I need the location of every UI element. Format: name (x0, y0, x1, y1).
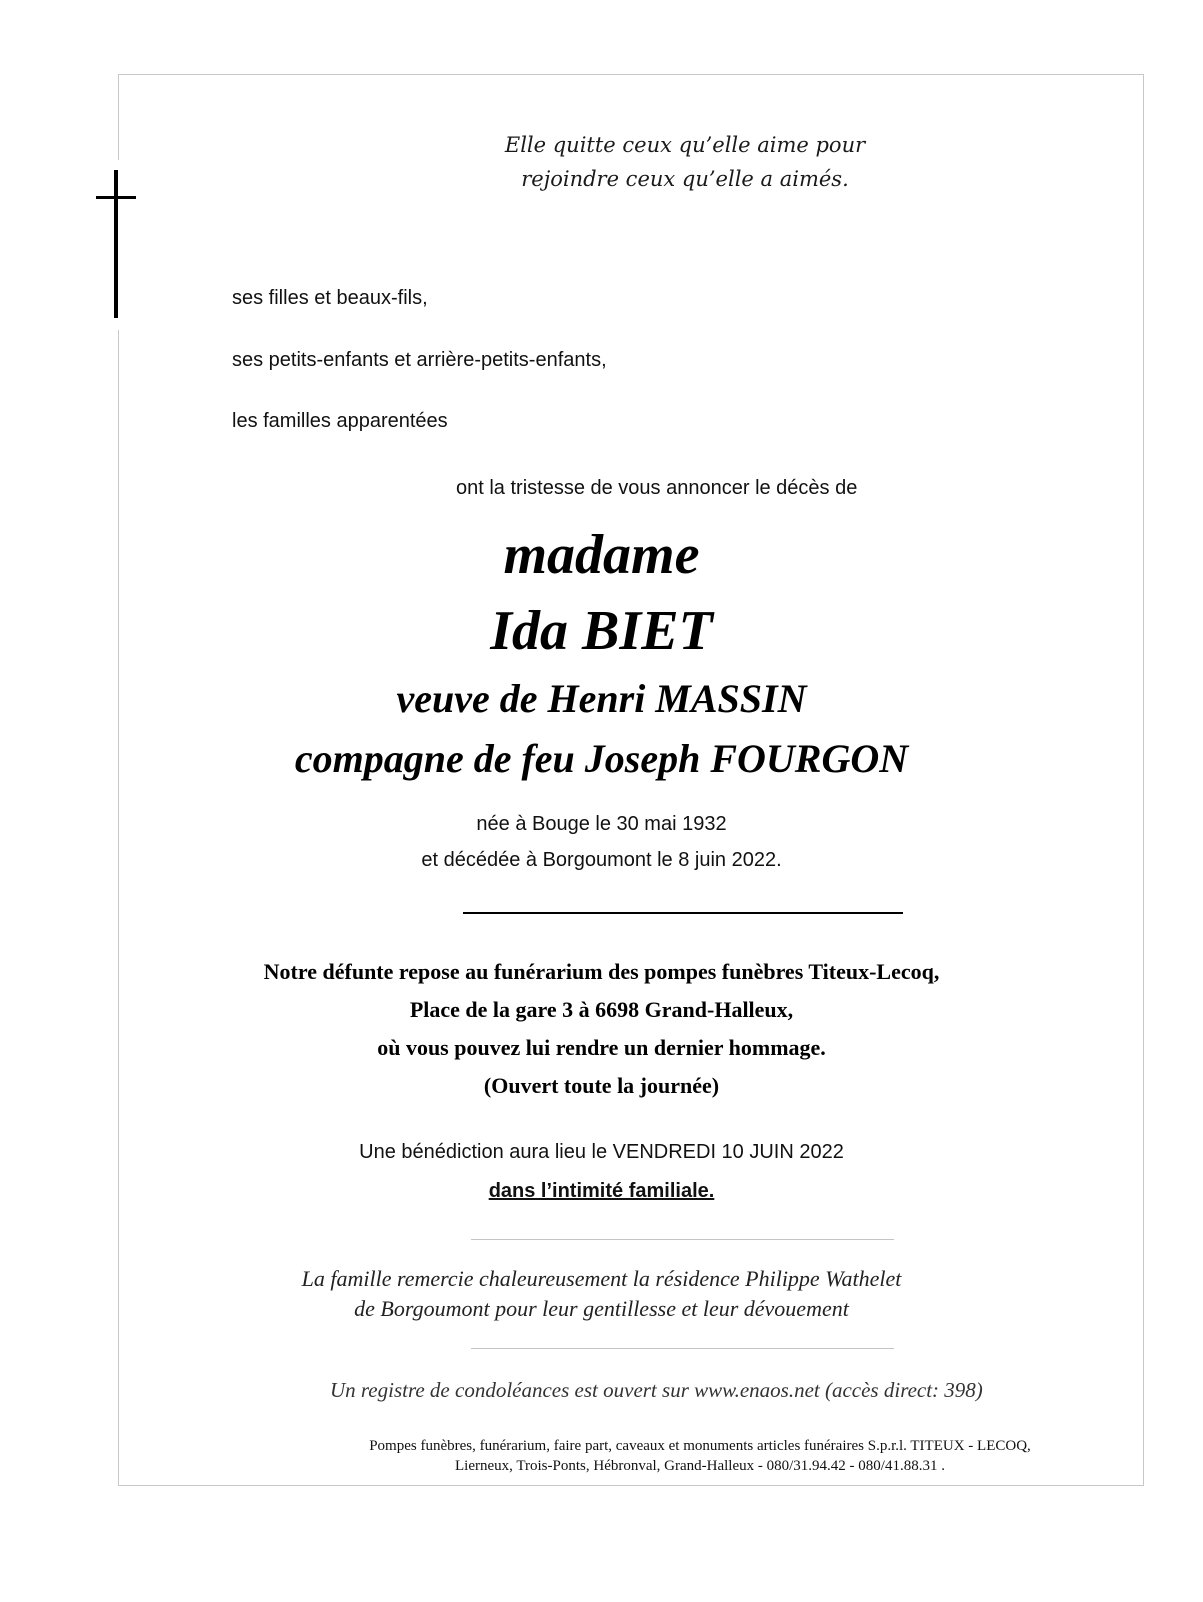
separator-top (471, 1239, 894, 1240)
companion-of: compagne de feu Joseph FOURGON (294, 736, 909, 781)
family-line-2: ses petits-enfants et arrière-petits-enfants, (232, 349, 607, 371)
ceremony-text: Une bénédiction aura lieu le VENDREDI 10 JUIN 2022 (359, 1141, 844, 1163)
thanks-block (0, 1264, 1203, 1324)
visitation-line-3: où vous pouvez lui rendre un dernier hommage. (377, 1035, 826, 1060)
footer-line-2: Lierneux, Trois-Ponts, Hébronval, Grand-Halleux - 080/31.94.42 - 080/41.88.31 . (455, 1458, 945, 1474)
ceremony-private: dans l’intimité familiale. (488, 1180, 715, 1202)
birth-info: née à Bouge le 30 mai 1932 (476, 813, 727, 835)
visitation-line-4: (Ouvert toute la journée) (483, 1073, 720, 1098)
visitation-line-2: Place de la gare 3 à 6698 Grand-Halleux, (409, 997, 794, 1022)
thanks-line-2: de Borgoumont pour leur gentillesse et leur dévouement (354, 1296, 849, 1321)
cross-icon-vertical (114, 170, 118, 318)
epitaph-line-2: rejoindre ceux qu’elle a aimés. (521, 167, 849, 191)
family-line-1: ses filles et beaux-fils, (232, 287, 428, 309)
announcement-text: ont la tristesse de vous annoncer le décès de (456, 477, 858, 499)
divider-line (463, 912, 903, 914)
funeral-home-footer (250, 1436, 1150, 1476)
deceased-title: madame (503, 524, 700, 586)
thanks-line-1: La famille remercie chaleureusement la résidence Philippe Wathelet (301, 1266, 902, 1291)
widow-of: veuve de Henri MASSIN (396, 676, 807, 721)
visitation-block (0, 953, 1203, 1105)
epitaph-quote (385, 128, 985, 196)
condolences-notice: Un registre de condoléances est ouvert sur www.enaos.net (accès direct: 398) (330, 1378, 983, 1402)
footer-line-1: Pompes funèbres, funérarium, faire part, caveaux et monuments articles funéraires S.p.r.l. TITEUX - LECOQ, (369, 1438, 1031, 1454)
deceased-name: Ida BIET (490, 600, 713, 662)
cross-icon-horizontal (96, 196, 136, 199)
visitation-line-1: Notre défunte repose au funérarium des pompes funèbres Titeux-Lecoq, (263, 959, 940, 984)
epitaph-line-1: Elle quitte ceux qu’elle aime pour (504, 133, 866, 157)
separator-bottom (471, 1348, 894, 1349)
death-info: et décédée à Borgoumont le 8 juin 2022. (421, 849, 782, 871)
family-line-3: les familles apparentées (232, 410, 448, 432)
